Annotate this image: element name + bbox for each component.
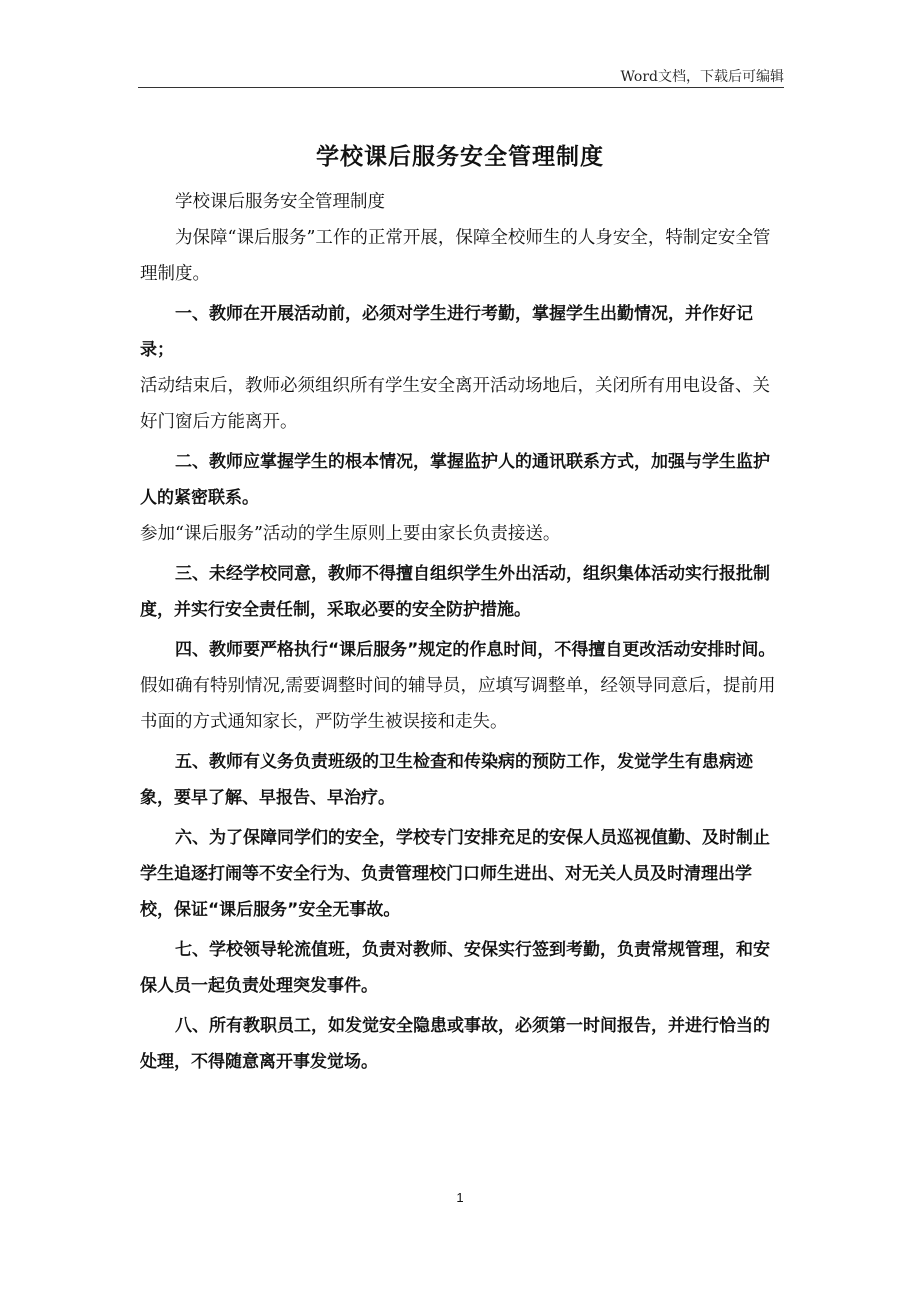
clause-8: 八、所有教职员工，如发觉安全隐患或事故，必须第一时间报告，并进行恰当的处理，不得随意离开事发觉场。 — [140, 1016, 770, 1072]
clause-1-detail: 活动结束后，教师必须组织所有学生安全离开活动场地后，关闭所有用电设备、关好门窗后方能离开。 — [140, 376, 770, 432]
clause-4-detail: 假如确有特别情况,需要调整时间的辅导员，应填写调整单，经领导同意后，提前用书面的方式通知家长，严防学生被误接和走失。 — [140, 676, 776, 732]
clause-5: 五、教师有义务负责班级的卫生检查和传染病的预防工作，发觉学生有患病迹象，要早了解、早报告、早治疗。 — [140, 752, 753, 808]
page-number: 1 — [456, 1190, 464, 1205]
page-header: Word文档，下载后可编辑 — [620, 69, 784, 85]
clause-3: 三、未经学校同意，教师不得擅自组织学生外出活动，组织集体活动实行报批制度，并实行安全责任制，采取必要的安全防护措施。 — [140, 564, 770, 620]
paragraph-intro: 为保障“课后服务”工作的正常开展，保障全校师生的人身安全，特制定安全管理制度。 — [140, 228, 771, 284]
clause-1: 一、教师在开展活动前，必须对学生进行考勤，掌握学生出勤情况，并作好记录； — [140, 304, 753, 360]
document-title: 学校课后服务安全管理制度 — [316, 144, 604, 170]
paragraph-subtitle: 学校课后服务安全管理制度 — [175, 192, 385, 212]
clause-2: 二、教师应掌握学生的根本情况，掌握监护人的通讯联系方式，加强与学生监护人的紧密联系。 — [140, 452, 770, 508]
document-body — [140, 184, 782, 1080]
clause-2-detail: 参加“课后服务”活动的学生原则上要由家长负责接送。 — [140, 524, 561, 544]
header-divider — [138, 87, 784, 88]
clause-7: 七、学校领导轮流值班，负责对教师、安保实行签到考勤，负责常规管理，和安保人员一起负责处理突发事件。 — [140, 940, 770, 996]
clause-4: 四、教师要严格执行“课后服务”规定的作息时间，不得擅自更改活动安排时间。 — [175, 640, 776, 660]
clause-6: 六、为了保障同学们的安全，学校专门安排充足的安保人员巡视值勤、及时制止学生追逐打闹等不安全行为、负责管理校门口师生进出、对无关人员及时清理出学校，保证“课后服务”安全无事故。 — [140, 828, 770, 920]
